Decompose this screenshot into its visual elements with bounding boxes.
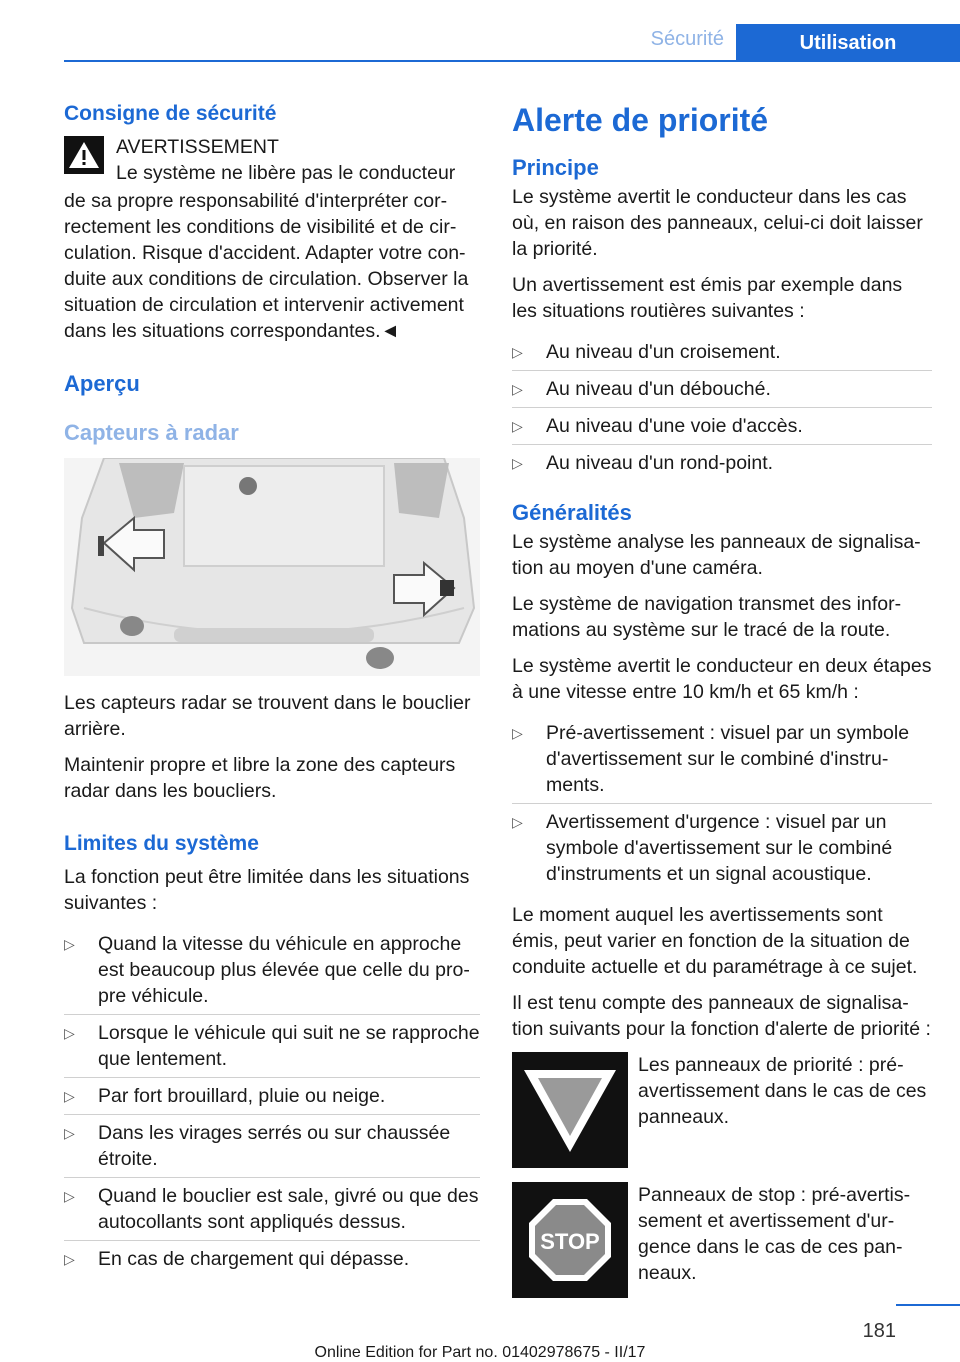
warning-first-line: Le système ne libère pas le conducteur bbox=[116, 162, 456, 184]
triangle-bullet-icon: ▷ bbox=[512, 344, 523, 360]
triangle-bullet-icon: ▷ bbox=[64, 936, 75, 952]
right-column bbox=[512, 100, 932, 1312]
triangle-bullet-icon: ▷ bbox=[64, 1188, 75, 1204]
triangle-bullet-icon: ▷ bbox=[64, 1251, 75, 1267]
stop-sign-row bbox=[512, 1182, 932, 1298]
main-heading: Alerte de priorité bbox=[512, 102, 769, 138]
section-tab-securite[interactable]: Sécurité bbox=[650, 28, 724, 50]
list-item: ▷ Dans les virages serrés ou sur chaussée étroite. bbox=[64, 1114, 480, 1177]
general-text-1: Le système analyse les panneaux de signalisation au moyen d'une caméra. bbox=[512, 531, 921, 579]
stop-sign-icon bbox=[512, 1182, 628, 1298]
list-item: ▷ Au niveau d'une voie d'accès. bbox=[512, 407, 932, 444]
general-text-5: Il est tenu compte des panneaux de signalisation suivants pour la fonction d'alerte de priorité : bbox=[512, 992, 931, 1040]
warning-label: AVERTISSEMENT bbox=[116, 136, 279, 158]
list-item: ▷ Au niveau d'un débouché. bbox=[512, 370, 932, 407]
triangle-bullet-icon: ▷ bbox=[512, 381, 523, 397]
page-number: 181 bbox=[862, 1320, 896, 1342]
general-text-2: Le système de navigation transmet des informations au système sur le tracé de la route. bbox=[512, 593, 902, 641]
limits-heading: Limites du système bbox=[64, 832, 259, 855]
radar-location-text: Les capteurs radar se trouvent dans le bouclier arrière. bbox=[64, 692, 471, 740]
triangle-bullet-icon: ▷ bbox=[64, 1088, 75, 1104]
warning-text: de sa propre responsabilité d'interpréter correctement les conditions de visibilité et de circulation. Risque d'accident. Adapter votre conduite aux conditions de circulation. Observer la situation de circulation et intervenir activement dans les situations correspondantes.◄ bbox=[64, 190, 469, 342]
list-item: ▷ Pré-avertissement : visuel par un symbole d'avertissement sur le combiné d'instruments. bbox=[512, 722, 910, 796]
yield-sign-icon bbox=[512, 1052, 628, 1168]
list-item: ▷ En cas de chargement qui dépasse. bbox=[64, 1240, 480, 1277]
limits-list bbox=[64, 926, 480, 1277]
edition-text: Online Edition for Part no. 01402978675 - II/17 bbox=[314, 1344, 646, 1361]
list-item: ▷ Par fort brouillard, pluie ou neige. bbox=[64, 1077, 480, 1114]
section-tab-utilisation[interactable]: Utilisation bbox=[736, 24, 960, 62]
list-item: ▷ Lorsque le véhicule qui suit ne se rapproche que lentement. bbox=[64, 1014, 480, 1077]
overview-heading: Aperçu bbox=[64, 371, 140, 396]
radar-heading: Capteurs à radar bbox=[64, 420, 239, 445]
situations-list bbox=[512, 334, 932, 481]
footer-rule bbox=[896, 1304, 960, 1306]
list-item: ▷ Avertissement d'urgence : visuel par un symbole d'avertissement sur le combiné d'instruments et un signal acoustique. bbox=[512, 803, 932, 892]
warning-block bbox=[64, 134, 480, 186]
limits-intro: La fonction peut être limitée dans les situations suivantes : bbox=[64, 866, 470, 914]
principle-heading: Principe bbox=[512, 155, 599, 180]
left-column bbox=[64, 100, 480, 1287]
general-text-4: Le moment auquel les avertissements sont émis, peut varier en fonction de la situation de conduite actuelle et du paramétrage à ce sujet. bbox=[512, 904, 918, 978]
page-header bbox=[0, 0, 960, 62]
rear-bumper-illustration bbox=[64, 458, 480, 676]
triangle-bullet-icon: ▷ bbox=[512, 418, 523, 434]
page-footer bbox=[0, 1304, 960, 1362]
triangle-bullet-icon: ▷ bbox=[64, 1025, 75, 1041]
principle-text-1: Le système avertit le conducteur dans les cas où, en raison des panneaux, celui-ci doit laisser la priorité. bbox=[512, 186, 923, 260]
list-item: ▷ Quand le bouclier est sale, givré ou que des autocollants sont appliqués dessus. bbox=[64, 1177, 480, 1240]
safety-heading: Consigne de sécurité bbox=[64, 102, 277, 125]
list-item: ▷ Quand la vitesse du véhicule en approche est beaucoup plus élevée que celle du propre véhicule. bbox=[64, 933, 470, 1007]
yield-sign-row bbox=[512, 1052, 932, 1168]
general-text-3: Le système avertit le conducteur en deux étapes à une vitesse entre 10 km/h et 65 km/h : bbox=[512, 655, 932, 703]
list-item: ▷ Au niveau d'un rond-point. bbox=[512, 444, 932, 481]
stop-sign-text: Panneaux de stop : pré-avertissement et avertissement d'urgence dans le cas de ces panneaux. bbox=[638, 1184, 911, 1284]
warning-triangle-icon bbox=[64, 136, 104, 174]
yield-sign-text: Les panneaux de priorité : pré-avertissement dans le cas de ces panneaux. bbox=[638, 1054, 927, 1128]
radar-maintenance-text: Maintenir propre et libre la zone des capteurs radar dans les boucliers. bbox=[64, 754, 456, 802]
general-heading: Généralités bbox=[512, 500, 632, 525]
triangle-bullet-icon: ▷ bbox=[512, 455, 523, 471]
stop-sign-label: STOP bbox=[540, 1229, 600, 1254]
stages-list bbox=[512, 715, 932, 892]
triangle-bullet-icon: ▷ bbox=[64, 1125, 75, 1141]
triangle-bullet-icon: ▷ bbox=[512, 814, 523, 830]
list-item: ▷ Au niveau d'un croisement. bbox=[512, 341, 781, 363]
triangle-bullet-icon: ▷ bbox=[512, 725, 523, 741]
principle-text-2: Un avertissement est émis par exemple dans les situations routières suivantes : bbox=[512, 274, 903, 322]
